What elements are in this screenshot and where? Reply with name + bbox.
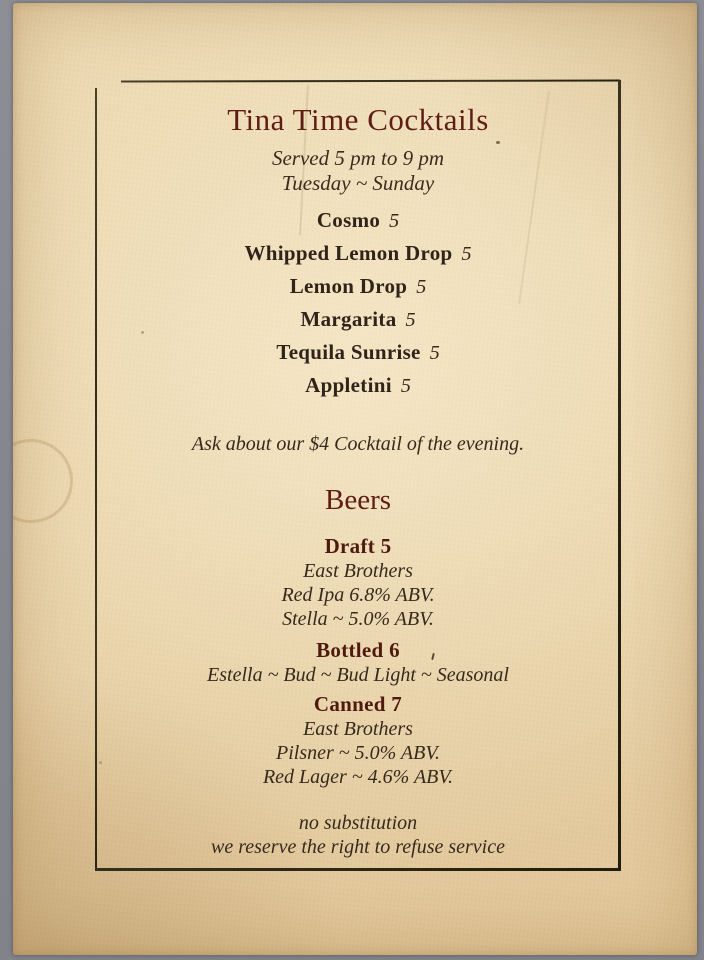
beer-detail-line: East Brothers	[303, 560, 413, 582]
beer-detail-line: Pilsner ~ 5.0% ABV.	[276, 742, 440, 764]
cocktail-price: 5	[400, 375, 411, 397]
cocktail-name: Cosmo	[316, 208, 381, 232]
menu-border-frame	[95, 80, 621, 871]
cocktail-list	[95, 204, 621, 402]
serving-info	[95, 146, 621, 196]
coffee-stain-ring	[13, 439, 73, 523]
serving-hours: Served 5 pm to 9 pm	[271, 146, 445, 170]
menu-footer	[95, 811, 621, 859]
beer-detail-line: Stella ~ 5.0% ABV.	[282, 608, 434, 630]
beer-section-canned	[95, 691, 621, 789]
menu-title: Tina Time Cocktails	[227, 102, 489, 137]
cocktail-name: Margarita	[300, 307, 397, 331]
beer-detail-line: Estella ~ Bud ~ Bud Light ~ Seasonal	[207, 664, 509, 686]
menu-paper	[13, 3, 697, 955]
cocktail-price: 5	[389, 210, 400, 232]
beer-section-draft	[95, 533, 621, 631]
cocktail-special-note: Ask about our $4 Cocktail of the evening.	[191, 433, 525, 455]
menu-content	[95, 80, 621, 871]
footer-line-1: no substitution	[298, 812, 418, 834]
cocktail-name: Whipped Lemon Drop	[244, 241, 453, 265]
beer-detail-line: Red Ipa 6.8% ABV.	[281, 584, 435, 606]
beer-section-heading: Draft 5	[324, 534, 392, 558]
beer-detail-line: East Brothers	[303, 718, 413, 740]
beer-detail-line: Red Lager ~ 4.6% ABV.	[262, 766, 454, 788]
beer-section-heading: Canned 7	[313, 692, 403, 716]
cocktail-name: Appletini	[305, 373, 392, 397]
cocktail-price: 5	[461, 243, 472, 265]
serving-days: Tuesday ~ Sunday	[281, 171, 435, 195]
beer-section-heading: Bottled 6	[316, 638, 400, 662]
cocktail-price: 5	[405, 309, 416, 331]
beer-section-bottled	[95, 637, 621, 687]
cocktail-item	[95, 237, 621, 270]
footer-line-2: we reserve the right to refuse service	[211, 836, 505, 858]
cocktail-item	[95, 369, 621, 402]
cocktail-item	[95, 204, 621, 237]
cocktail-price: 5	[429, 342, 440, 364]
cocktail-name: Tequila Sunrise	[276, 340, 421, 364]
cocktail-name: Lemon Drop	[289, 274, 408, 298]
cocktail-item	[95, 336, 621, 369]
cocktail-item	[95, 270, 621, 303]
cocktail-item	[95, 303, 621, 336]
beers-title: Beers	[324, 484, 392, 516]
cocktail-price: 5	[416, 276, 427, 298]
